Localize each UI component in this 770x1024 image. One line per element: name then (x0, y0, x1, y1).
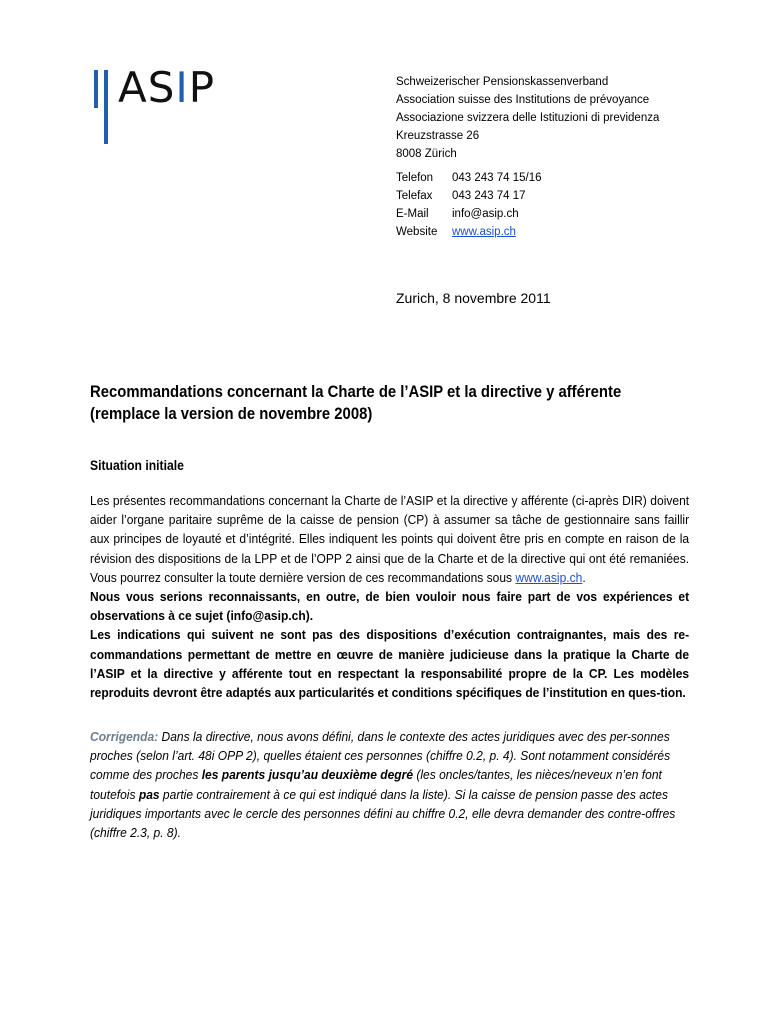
email-label: E-Mail (396, 208, 429, 220)
website-label: Website (396, 226, 438, 238)
corrigenda-label: Corrigenda: (90, 729, 159, 744)
telefon-value: 043 243 74 15/16 (452, 172, 542, 184)
telefax-label: Telefax (396, 190, 433, 202)
logo-bar-tall (104, 70, 108, 144)
letter-date: Zurich, 8 novembre 2011 (396, 290, 551, 306)
logo-bar-left (94, 70, 98, 108)
paragraph: Les présentes recommandations concernant la Charte de l’ASIP et la directive y afférente (ci-après DIR) doivent aider l’organe paritaire suprême de la caisse de pension (CP) à assumer sa tâche de gestionnaire sans faillir aux principes de loyauté et d’intégrité. Elles indiquent les points qui doivent être pris en compte en raison de la révision des dispositions de la LPP et de l’OPP 2 ainsi que de la Charte et de la directive qui ont été remaniées. Vous pourrez consulter la toute dernière version de ces recommandations sous www.asip.ch. (90, 493, 690, 585)
address-line: Schweizerischer Pensionskassenverband (396, 76, 609, 88)
contact-block (396, 169, 542, 241)
corrigenda: Corrigenda: Dans la directive, nous avons défini, dans le contexte des actes juridiques avec des per-sonnes proches (selon l’art. 48i OPP 2), quelles étaient ces personnes (chiffre 0.2, p. 4). Sont notamment considérés comme des proches les parents jusqu’au deuxième degré (les oncles/tantes, les nièces/neveux n’en font toutefois pas partie contrairement à ce qui est indiqué dans la liste). Si la caisse de pension passe des actes juridiques importants avec le cercle des personnes défini au chiffre 0.2, elle devra demander des contre-offres (chiffre 2.3, p. 8). (90, 729, 676, 841)
body-text (90, 491, 689, 702)
sender-address (396, 73, 659, 163)
telefon-label: Telefon (396, 172, 434, 184)
document-title: Recommandations concernant la Charte de l’ASIP et la directive y afférente (remplace la version de novembre 2008) (90, 383, 622, 423)
telefax-value: 043 243 74 17 (452, 190, 526, 202)
email-value: info@asip.ch (452, 208, 519, 220)
paragraph-feedback: Nous vous serions reconnaissants, en outre, de bien vouloir nous faire part de vos expériences et observations à ce sujet (info@asip.ch). (90, 589, 690, 624)
asip-link[interactable]: www.asip.ch (515, 569, 583, 585)
address-city: 8008 Zürich (396, 148, 457, 160)
address-street: Kreuzstrasse 26 (396, 130, 480, 142)
address-line: Association suisse des Institutions de prévoyance (396, 94, 650, 106)
logo-text: ASIP (118, 63, 216, 112)
section-heading: Situation initiale (90, 458, 184, 473)
address-line: Associazione svizzera delle Istituzioni di previdenza (396, 112, 660, 124)
paragraph-disclaimer: Les indications qui suivent ne sont pas des dispositions d’exécution contraignantes, mais des re-commandations permettant de mettre en œuvre de manière judicieuse dans la pratique la Charte de l’ASIP et la directive y afférente tout en respectant la responsabilité propre de la CP. Les modèles reproduits devront être adaptés aux particularités et conditions spécifiques de l’institution en ques-tion. (90, 627, 690, 701)
website-link[interactable]: www.asip.ch (452, 226, 516, 238)
